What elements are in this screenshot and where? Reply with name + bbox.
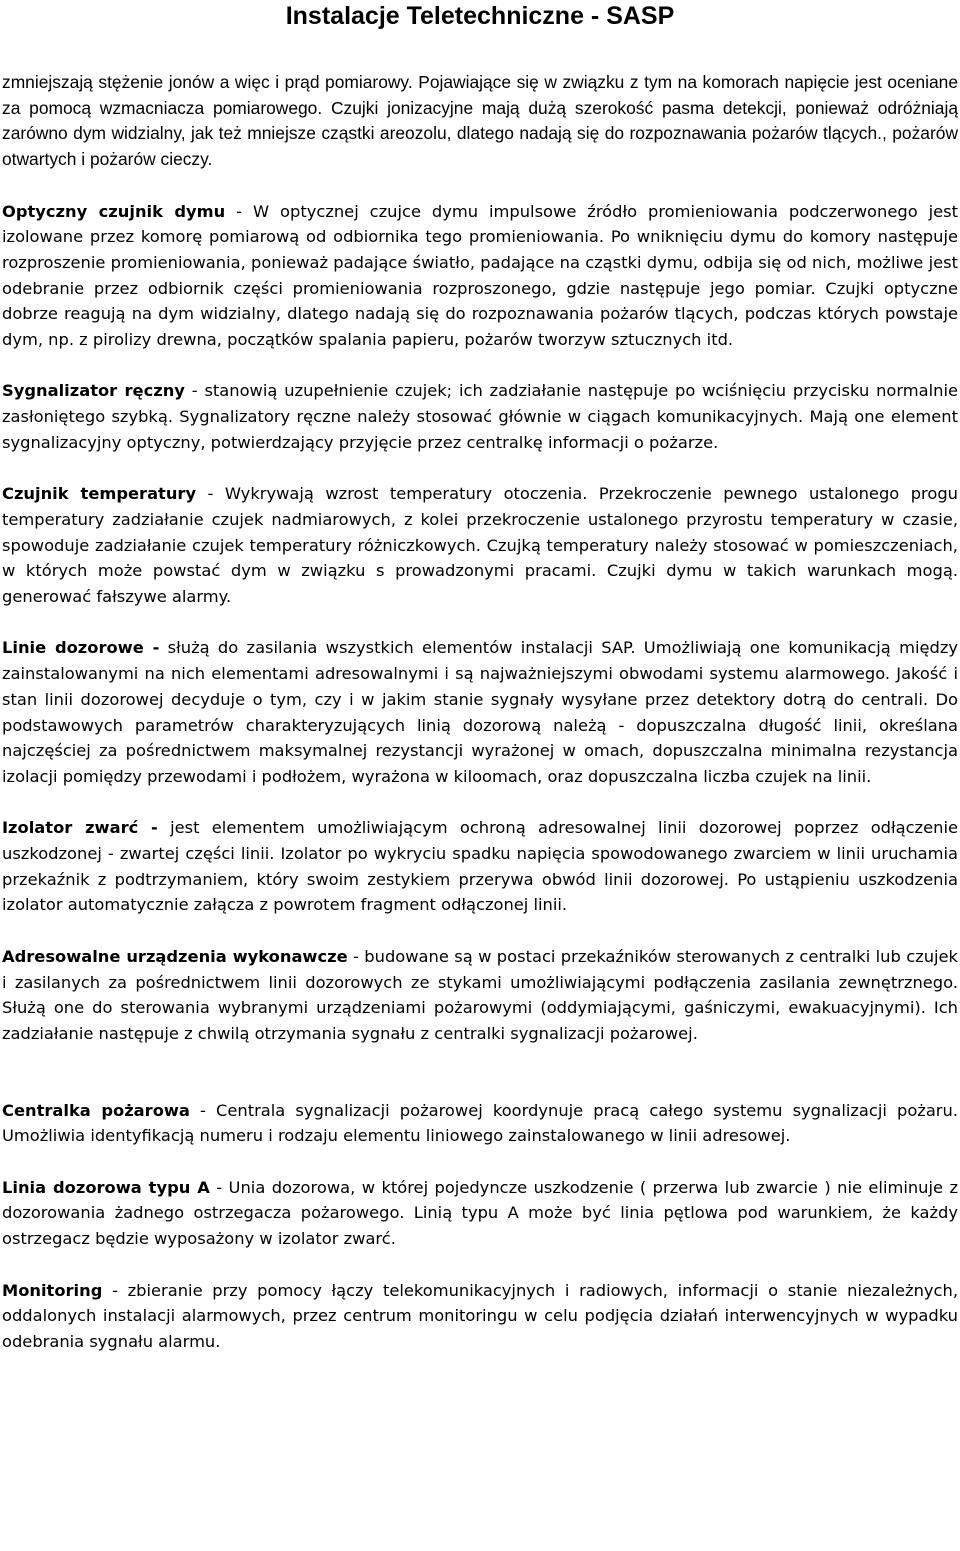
paragraph-optical-smoke-detector — [2, 199, 958, 353]
paragraph-text: - Wykrywają wzrost temperatury otoczenia. Przekroczenie pewnego ustalonego progu temperatury zadziałanie czujek nadmiarowych, z kolei przekroczenie ustalonego przyrostu temperatury w czasie, spowoduje zadziałanie czujek temperatury różniczkowych. Czujką temperatury należy stosować w pomieszczeniach, w których może powstać dym w związku s prowadzonymi pracami. Czujki dymu w takich warunkach mogą. generować fałszywe alarmy. — [2, 484, 958, 607]
page-title: Instalacje Teletechniczne - SASP — [285, 2, 675, 30]
paragraph-text: - Unia dozorowa, w której pojedyncze uszkodzenie ( przerwa lub zwarcie ) nie eliminuje z dozorowania żadnego ostrzegacza pożarowego. Linią typu A może być linia pętlowa pod warunkiem, że każdy ostrzegacz będzie wyposażony w izolator zwarć. — [2, 1177, 958, 1249]
paragraph-ionization-intro — [2, 70, 958, 173]
paragraph-term: Izolator zwarć - — [2, 818, 158, 838]
paragraph-text: - W optycznej czujce dymu impulsowe źródło promieniowania podczerwonego jest izolowane przez komorę pomiarową od odbiornika tego promieniowania. Po wniknięciu dymu do komory następuje rozproszenie promieniowania, ponieważ padające światło, padające na cząstki dymu, odbija się od nich, możliwe jest odebranie przez odbiornik części promieniowania rozproszonego, gdzie następuje jego pomiar. Czujki optyczne dobrze reagują na dym widzialny, dlatego nadają się do rozpoznawania pożarów tlących, podczas których powstaje dym, np. z pirolizy drewna, początków spalania papieru, pożarów tworzyw sztucznych itd. — [2, 201, 959, 350]
paragraph-text: jest elementem umożliwiającym ochroną adresowalnej linii dozorowej poprzez odłączenie uszkodzonej - zwartej części linii. Izolator po wykryciu spadku napięcia spowodowanego zwarciem w linii uruchamia przekaźnik z podtrzymaniem, który swoim zestykiem przerywa obwód linii dozorowej. Po ustąpieniu uszkodzenia izolator automatycznie załącza z powrotem fragment odłączonej linii. — [2, 818, 958, 915]
paragraph-detection-lines — [2, 635, 958, 789]
document-body — [2, 70, 958, 1380]
paragraph-manual-call-point — [2, 378, 958, 455]
paragraph-term: Sygnalizator ręczny — [2, 381, 185, 401]
paragraph-type-a-line — [2, 1175, 958, 1252]
paragraph-text: - Centrala sygnalizacji pożarowej koordynuje pracą całego systemu sygnalizacji pożaru. Umożliwia identyfikacją numeru i rodzaju elementu liniowego zainstalowanego w linii adresowej. — [2, 1100, 958, 1146]
paragraph-text: - zbieranie przy pomocy łączy telekomunikacyjnych i radiowych, informacji o stanie niezależnych, oddalonych instalacji alarmowych, przez centrum monitoringu w celu podjęcia działań interwencyjnych w wypadku odebrania sygnału alarmu. — [2, 1280, 958, 1351]
paragraph-text: - stanowią uzupełnienie czujek; ich zadziałanie następuje po wciśnięciu przycisku normalnie zasłoniętego szybką. Sygnalizatory ręczne należy stosować głównie w ciągach komunikacyjnych. Mają one element sygnalizacyjny optyczny, potwierdzający przyjęcie przez centralkę informacji o pożarze. — [2, 381, 958, 452]
paragraph-term: Linia dozorowa typu A — [2, 1177, 210, 1197]
paragraph-addressable-actuators — [2, 944, 958, 1047]
paragraph-monitoring — [2, 1278, 958, 1355]
paragraph-fire-control-panel — [2, 1098, 958, 1149]
paragraph-term: Monitoring — [2, 1280, 103, 1300]
paragraph-term: Adresowalne urządzenia wykonawcze — [2, 946, 348, 966]
paragraph-text: - budowane są w postaci przekaźników sterowanych z centralki lub czujek i zasilanych za pośrednictwem linii dozorowych ze stykami umożliwiającymi podłączenia zasilania zewnętrznego. Służą one do sterowania wybranymi urządzeniami pożarowymi (oddymiającymi, gaśniczymi, ewakuacyjnymi). Ich zadziałanie następuje z chwilą otrzymania sygnału z centralki sygnalizacji pożarowej. — [2, 946, 958, 1043]
paragraph-text: zmniejszają stężenie jonów a więc i prąd pomiarowy. Pojawiające się w związku z tym na komorach napięcie jest oceniane za pomocą wzmacniacza pomiarowego. Czujki jonizacyjne mają dużą szerokość pasma detekcji, ponieważ odróżniają zarówno dym widzialny, jak też mniejsze cząstki areozolu, dlatego nadają się do rozpoznawania pożarów tlących., pożarów otwartych i pożarów cieczy. — [2, 72, 958, 170]
paragraph-short-circuit-isolator — [2, 815, 958, 918]
paragraph-text: służą do zasilania wszystkich elementów instalacji SAP. Umożliwiają one komunikacją między zainstalowanymi na nich elementami adresowalnymi i są najważniejszymi obwodami systemu alarmowego. Jakość i stan linii dozorowej decyduje o tym, czy i w jakim stanie sygnały wysyłane przez detektory dotrą do centrali. Do podstawowych parametrów charakteryzujących linią dozorową należą - dopuszczalna długość linii, określana najczęściej za pośrednictwem maksymalnej rezystancji wyrażonej w omach, dopuszczalna minimalna rezystancja izolacji pomiędzy przewodami i podłożem, wyrażona w kiloomach, oraz dopuszczalna liczba czujek na linii. — [2, 638, 958, 786]
paragraph-term: Centralka pożarowa — [2, 1100, 190, 1120]
paragraph-term: Optyczny czujnik dymu — [2, 201, 226, 221]
paragraph-temperature-detector — [2, 481, 958, 610]
paragraph-term: Linie dozorowe - — [2, 638, 160, 658]
paragraph-term: Czujnik temperatury — [2, 484, 197, 504]
